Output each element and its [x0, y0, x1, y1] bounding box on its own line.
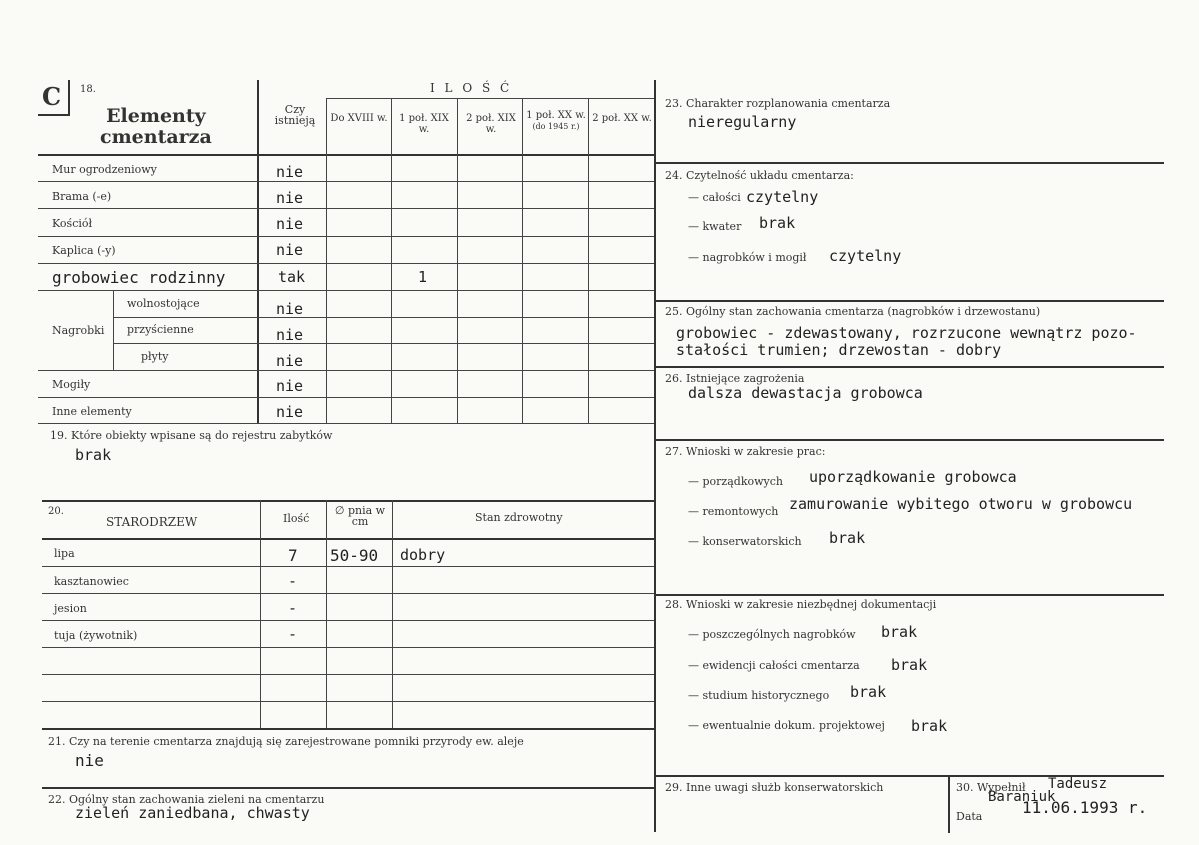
- s27-item-porzadkowych-label: — porządkowych: [688, 475, 783, 488]
- row-label-kosciol: Kościół: [52, 217, 93, 230]
- s30-date-value: 11.06.1993 r.: [1022, 798, 1148, 817]
- col-header-1: Do XVIII w.: [330, 113, 388, 124]
- s30-date-label: Data: [956, 810, 983, 823]
- row-exists-mogily: nie: [276, 377, 304, 395]
- row-exists-plyty: nie: [276, 352, 304, 370]
- row-label-inne: Inne elementy: [52, 405, 132, 418]
- s21-label: 21. Czy na terenie cmentarza znajdują się zarejestrowane pomniki przyrody ew. aleje: [48, 735, 524, 748]
- col-header-4: [524, 110, 588, 132]
- s27-item-porzadkowych-value: uporządkowanie grobowca: [809, 468, 1017, 486]
- col-header-5: 2 poł. XX w.: [592, 113, 652, 124]
- s24-item-calosci-label: — całości: [688, 191, 741, 204]
- row-label-grobowiec: grobowiec rodzinny: [52, 268, 226, 287]
- s19-label: 19. Które obiekty wpisane są do rejestru zabytków: [50, 429, 333, 442]
- s28-item-nagrobkow-value: brak: [881, 623, 918, 641]
- s28-label: 28. Wnioski w zakresie niezbędnej dokumentacji: [665, 598, 937, 611]
- s20-row-qty-lipa: 7: [288, 546, 298, 565]
- s19-value: brak: [75, 446, 112, 464]
- s28-item-projektowej-value: brak: [911, 717, 948, 735]
- s18-title-line1: Elementy: [106, 105, 206, 127]
- row-exists-wolnostojace: nie: [276, 300, 304, 318]
- s27-item-remontowych-label: — remontowych: [688, 505, 779, 518]
- row-exists-kosciol: nie: [276, 215, 304, 233]
- row-exists-brama: nie: [276, 189, 304, 207]
- s29-label: 29. Inne uwagi służb konserwatorskich: [665, 781, 884, 794]
- s20-row-qty-kasztanowiec: -: [288, 572, 298, 590]
- col-header-4-sub: (do 1945 r.): [532, 122, 580, 131]
- nagrobki-group-label: Nagrobki: [52, 324, 105, 337]
- s27-item-remontowych-value: zamurowanie wybitego otworu w grobowcu: [789, 495, 1133, 513]
- col-header-3: 2 poł. XIX w.: [466, 113, 516, 135]
- row-exists-przyscienne: nie: [276, 326, 304, 344]
- row-qty-grobowiec-col2: 1: [418, 268, 428, 286]
- row-exists-grobowiec: tak: [278, 268, 306, 286]
- col-header-4-text: 1 poł. XX w.: [526, 110, 586, 121]
- s24-item-kwater-value: brak: [759, 214, 796, 232]
- s20-qty-header: Ilość: [283, 512, 310, 525]
- s23-label: 23. Charakter rozplanowania cmentarza: [665, 97, 891, 110]
- s23-value: nieregularny: [688, 113, 797, 131]
- s21-value: nie: [75, 751, 104, 770]
- s20-row-qty-jesion: -: [288, 599, 298, 617]
- row-label-mur: Mur ogrodzeniowy: [52, 163, 157, 176]
- col-header-2: 1 poł. XIX w.: [399, 113, 449, 135]
- s24-item-nagrobkow-value: czytelny: [829, 247, 902, 265]
- s25-value-line1: grobowiec - zdewastowany, rozrzucone wewnątrz pozo-: [676, 324, 1137, 342]
- s20-health-header: Stan zdrowotny: [475, 511, 563, 524]
- s30-name-line1: Tadeusz: [1048, 776, 1108, 792]
- row-label-kaplica: Kaplica (-y): [52, 244, 116, 257]
- s20-row-label-tuja: tuja (żywotnik): [54, 629, 138, 642]
- s30-name-line2: Baraniuk: [988, 789, 1056, 805]
- s20-row-diam-lipa: 50-90: [330, 546, 379, 565]
- s24-label: 24. Czytelność układu cmentarza:: [665, 169, 854, 182]
- s22-label: 22. Ogólny stan zachowania zieleni na cmentarzu: [48, 793, 325, 806]
- s26-value: dalsza dewastacja grobowca: [688, 384, 923, 402]
- s28-item-studium-value: brak: [850, 683, 887, 701]
- row-label-mogily: Mogiły: [52, 378, 91, 391]
- s28-item-ewidencji-label: — ewidencji całości cmentarza: [688, 659, 860, 672]
- s30-label: 30. Wypełnił: [956, 781, 1026, 794]
- s25-label: 25. Ogólny stan zachowania cmentarza (nagrobków i drzewostanu): [665, 305, 1041, 318]
- row-label-wolnostojace: wolnostojące: [127, 297, 200, 310]
- s24-item-kwater-label: — kwater: [688, 220, 742, 233]
- s27-label: 27. Wnioski w zakresie prac:: [665, 445, 826, 458]
- s20-row-label-lipa: lipa: [54, 547, 75, 560]
- s20-row-health-lipa: dobry: [400, 546, 446, 564]
- row-label-przyscienne: przyścienne: [127, 323, 194, 336]
- s28-item-ewidencji-value: brak: [891, 656, 928, 674]
- s20-row-label-jesion: jesion: [54, 602, 87, 615]
- row-exists-inne: nie: [276, 403, 304, 421]
- row-exists-mur: nie: [276, 163, 304, 181]
- row-label-brama: Brama (-e): [52, 190, 112, 203]
- s27-item-konserwatorskich-label: — konserwatorskich: [688, 535, 802, 548]
- s18-title-line2: cmentarza: [100, 126, 212, 148]
- s20-number: 20.: [48, 506, 64, 517]
- qty-header: I L O Ś Ć: [430, 81, 513, 95]
- s20-header: STARODRZEW: [106, 515, 198, 529]
- row-label-plyty: płyty: [141, 350, 169, 363]
- s27-item-konserwatorskich-value: brak: [829, 529, 866, 547]
- s20-row-label-kasztanowiec: kasztanowiec: [54, 575, 129, 588]
- row-exists-kaplica: nie: [276, 241, 304, 259]
- s25-value-line2: stałości trumien; drzewostan - dobry: [676, 341, 1002, 359]
- s24-item-calosci-value: czytelny: [746, 188, 819, 206]
- s28-item-studium-label: — studium historycznego: [688, 689, 830, 702]
- s24-item-nagrobkow-label: — nagrobków i mogił: [688, 251, 807, 264]
- s18-title: [100, 106, 212, 148]
- s28-item-nagrobkow-label: — poszczególnych nagrobków: [688, 628, 856, 641]
- exists-header: Czy istnieją: [274, 103, 316, 127]
- section-letter: C: [42, 82, 62, 111]
- s28-item-projektowej-label: — ewentualnie dokum. projektowej: [688, 719, 885, 732]
- s26-label: 26. Istniejące zagrożenia: [665, 372, 805, 385]
- s22-value: zieleń zaniedbana, chwasty: [75, 804, 310, 822]
- s20-diam-header: ∅ pnia w cm: [334, 504, 386, 528]
- s18-number: 18.: [80, 84, 96, 95]
- s20-row-qty-tuja: -: [288, 625, 298, 643]
- section-letter-box: [38, 80, 70, 116]
